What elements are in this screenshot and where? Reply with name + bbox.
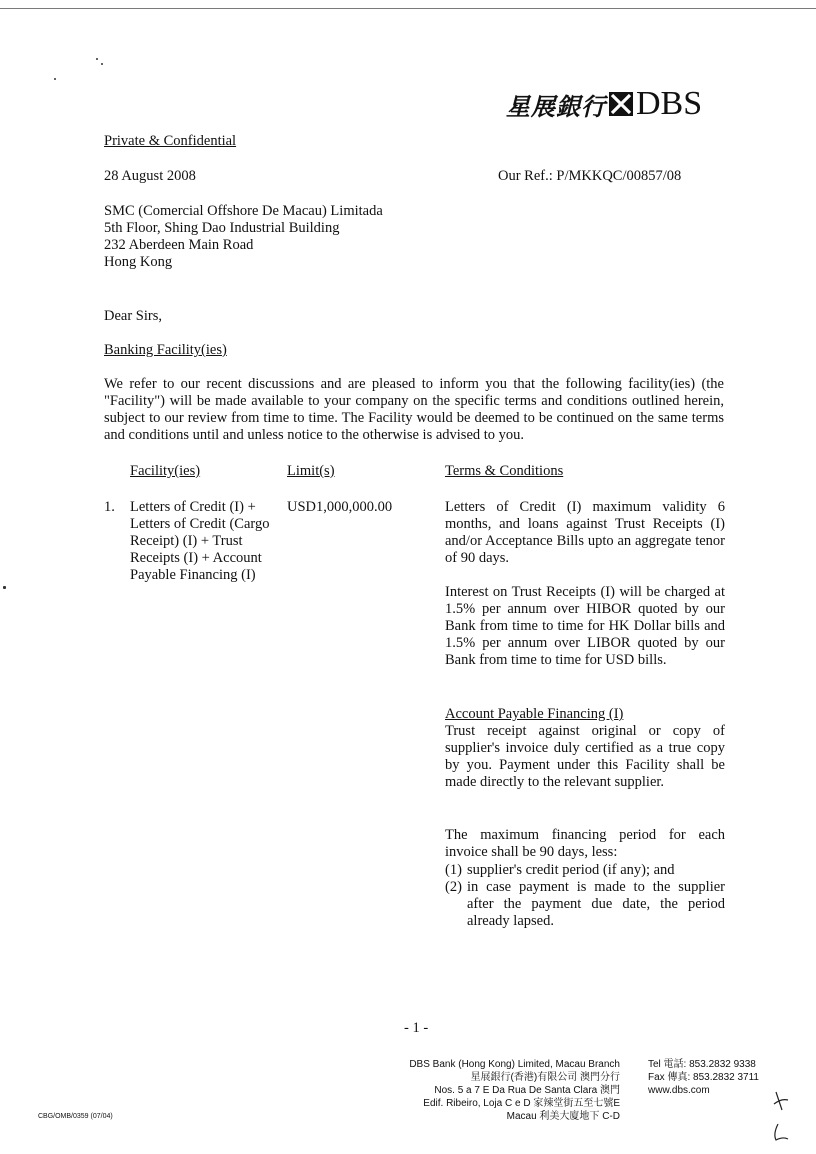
scan-speck: [96, 58, 98, 60]
form-code: CBG/OMB/0359 (07/04): [38, 1113, 113, 1120]
footer-branch-address: [380, 1058, 620, 1123]
scan-speck: [54, 78, 56, 80]
page-number: - 1 -: [404, 1020, 429, 1036]
intro-paragraph: We refer to our recent discussions and are pleased to inform you that the following facility(ies) (the "Facility") will be made available to your company on the specific terms and conditions outlined herein, subject to our review from time to time. The Facility would be deemed to be continued on the same terms and conditions until and unless notice to the otherwise is advised to you.: [104, 376, 724, 443]
facility-limit: USD1,000,000.00: [287, 499, 393, 515]
handwritten-initials: [770, 1090, 800, 1150]
footer-address-line1: Nos. 5 a 7 E Da Rua De Santa Clara 澳門: [434, 1085, 620, 1096]
footer-contact: [648, 1058, 759, 1097]
footer-bank-name-chinese: 星展銀行(香港)有限公司 澳門分行: [470, 1072, 620, 1083]
column-header-facility: Facility(ies): [130, 463, 201, 479]
recipient-company: SMC (Comercial Offshore De Macau) Limitada: [104, 203, 383, 219]
scan-speck: [3, 586, 6, 589]
terms-paragraph-interest: Interest on Trust Receipts (I) will be charged at 1.5% per annum over HIBOR quoted by our Bank from time to time for HK Dollar bills and 1.5% per annum over LIBOR quoted by our Bank from time to time for USD bills.: [445, 584, 725, 668]
logo-dbs-wordmark: DBS: [636, 85, 703, 122]
footer-fax: Fax 傳真: 853.2832 3711: [648, 1072, 759, 1083]
financing-period-paragraph: The maximum financing period for each invoice shall be 90 days, less:: [445, 827, 725, 860]
recipient-city: Hong Kong: [104, 254, 173, 270]
list-item-text: in case payment is made to the supplier after the payment due date, the period already lapsed.: [467, 879, 725, 929]
list-item-number: (2): [445, 879, 462, 895]
dbs-x-mark-icon: [609, 92, 633, 116]
apf-paragraph: Trust receipt against original or copy of supplier's invoice duly certified as a true copy by you. Payment under this Facility shall be made directly to the relevant supplier.: [445, 723, 725, 790]
column-header-limit: Limit(s): [287, 463, 335, 479]
list-item-text: supplier's credit period (if any); and: [467, 862, 675, 878]
letter-date: 28 August 2008: [104, 168, 196, 184]
subject-heading: Banking Facility(ies): [104, 342, 227, 358]
footer-bank-name: DBS Bank (Hong Kong) Limited, Macau Branch: [409, 1059, 620, 1070]
confidential-label: Private & Confidential: [104, 133, 237, 149]
footer-telephone: Tel 電話: 853.2832 9338: [648, 1059, 756, 1070]
salutation: Dear Sirs,: [104, 308, 162, 324]
list-item: [445, 879, 727, 931]
recipient-address: [104, 203, 383, 271]
terms-paragraph-validity: Letters of Credit (I) maximum validity 6 months, and loans against Trust Receipts (I) and/or Acceptance Bills upto an aggregate tenor of 90 days.: [445, 499, 725, 566]
top-scan-rule: [0, 8, 816, 9]
recipient-floor: 5th Floor, Shing Dao Industrial Building: [104, 220, 340, 236]
logo-chinese-name: 星展銀行: [506, 91, 606, 121]
recipient-street: 232 Aberdeen Main Road: [104, 237, 254, 253]
column-header-terms: Terms & Conditions: [445, 463, 564, 479]
footer-address-line2: Edif. Ribeiro, Loja C e D 家辣堂街五至七號E: [423, 1098, 620, 1109]
apf-heading: Account Payable Financing (I): [445, 706, 624, 722]
dbs-logo: [506, 84, 720, 124]
footer-address-line3: Macau 利美大廈地下 C-D: [506, 1111, 620, 1122]
list-item-number: (1): [445, 862, 462, 878]
facility-description: Letters of Credit (I) + Letters of Credit (Cargo Receipt) (I) + Trust Receipts (I) + Account Payable Financing (I): [130, 499, 270, 583]
scan-speck: [101, 63, 103, 65]
footer-website-link[interactable]: www.dbs.com: [648, 1085, 710, 1096]
our-reference: Our Ref.: P/MKKQC/00857/08: [498, 168, 682, 184]
row-number: 1.: [104, 499, 115, 515]
